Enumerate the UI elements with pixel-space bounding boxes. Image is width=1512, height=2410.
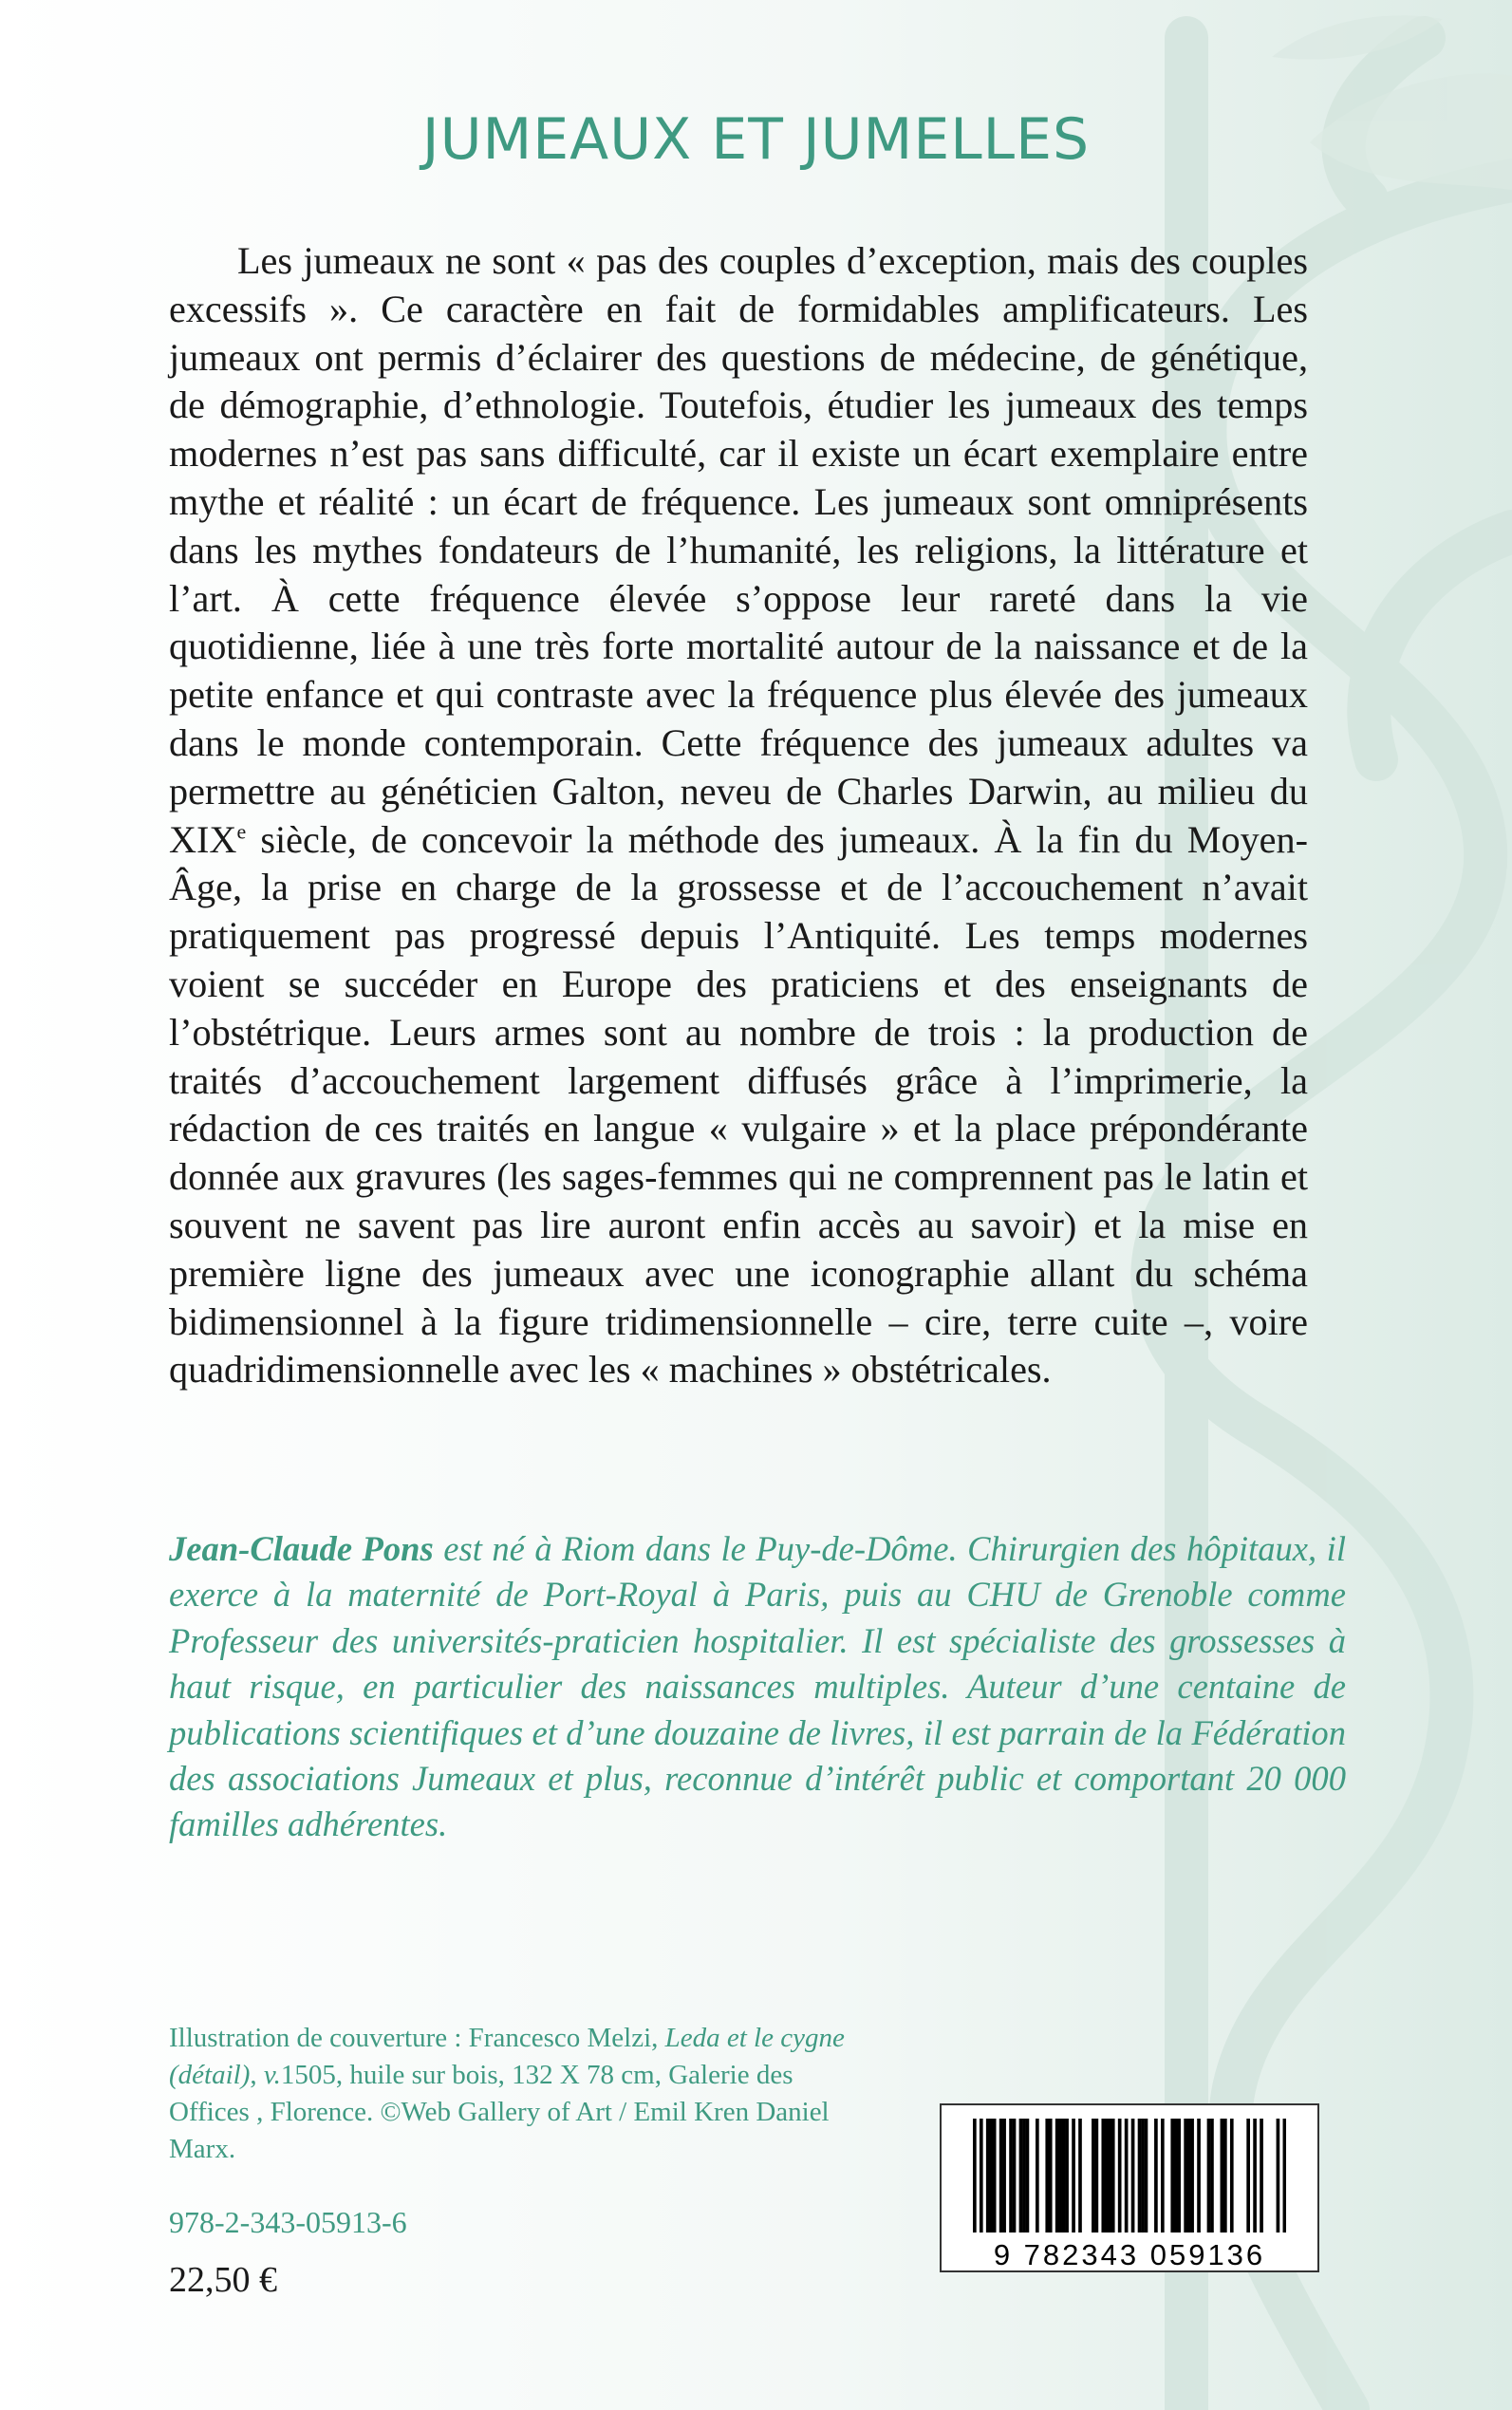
barcode-bar — [986, 2119, 990, 2233]
barcode-bar — [1118, 2119, 1122, 2233]
barcode-bar — [1045, 2119, 1049, 2233]
barcode-bar — [1026, 2119, 1030, 2233]
barcode-bar — [1161, 2119, 1165, 2233]
barcode-bar — [1065, 2119, 1069, 2233]
barcode-bar — [1072, 2119, 1075, 2233]
barcode-bar — [1174, 2119, 1178, 2233]
barcode-bar — [1207, 2119, 1211, 2233]
barcode-bar — [1184, 2119, 1187, 2233]
summary-text-part-2: siècle, de concevoir la méthode des jumeaux. À la fin du Moyen-Âge, la prise en charge de la grossesse et de l’accouchement n’avait pratiquement pas progressé depuis l’Antiquité. Les temps modernes voient se succéder en Europe des praticiens et des enseignants de l’obstétrique. Leurs armes sont au nombre de trois : la production de traités d’accouchement largement diffusés grâce à l’imprimerie, la rédaction de ces traités en langue « vulgaire » et la place prépondérante donnée aux gravures (les sages-femmes qui ne comprennent pas le latin et souvent ne savent pas lire auront enfin accès au savoir) et la mise en première ligne des jumeaux avec une iconographie allant du schéma bidimensionnel à la figure tridimensionnelle – cire, terre cuite –, voire quadridimensionnelle avec les « machines » obstétricales. — [169, 817, 1308, 1392]
summary-superscript: e — [236, 819, 247, 844]
barcode-bar — [1013, 2119, 1017, 2233]
barcode-bar — [993, 2119, 997, 2233]
barcode-bar — [1283, 2119, 1286, 2233]
barcode-bar — [1277, 2119, 1280, 2233]
barcode-bars — [973, 2119, 1286, 2236]
barcode-bar — [1154, 2119, 1158, 2233]
barcode-bar — [1092, 2119, 1095, 2233]
credits-comma: , — [250, 2060, 264, 2090]
barcode-bar — [1246, 2119, 1250, 2233]
barcode-bar — [1145, 2119, 1148, 2233]
barcode-bar — [1049, 2119, 1053, 2233]
isbn-number: 978-2-343-05913-6 — [169, 2205, 407, 2239]
barcode-bar — [1062, 2119, 1066, 2233]
cover-illustration-credits — [169, 2020, 852, 2168]
barcode-bar — [1002, 2119, 1006, 2233]
barcode-bar — [1125, 2119, 1129, 2233]
barcode-bar — [1095, 2119, 1099, 2233]
barcode-bar — [1055, 2119, 1059, 2233]
barcode-bar — [989, 2119, 993, 2233]
barcode-bar — [1230, 2119, 1234, 2233]
barcode-digits: 9 782343 059136 — [993, 2238, 1266, 2271]
book-title: JUMEAUX ET JUMELLES — [421, 106, 1091, 173]
barcode-bar — [1260, 2119, 1263, 2233]
barcode-bar — [1111, 2119, 1115, 2233]
barcode-bar — [999, 2119, 1003, 2233]
author-name: Jean-Claude Pons — [169, 1529, 434, 1568]
author-bio-text: est né à Riom dans le Puy-de-Dôme. Chirurgien des hôpitaux, il exerce à la maternité de Port-Royal à Paris, puis au CHU de Grenoble comme Professeur des universités-praticien hospitalier. Il est spécialiste des grossesses à haut risque, en particulier des naissances multiples. Auteur d’une centaine de publications scientifiques et d’une douzaine de livres, il est parrain de la Fédération des associations Jumeaux et plus, reconnue d’intérêt public et comportant 20 000 familles adhérentes. — [169, 1529, 1346, 1844]
barcode-bar — [1253, 2119, 1257, 2233]
barcode-bar — [1210, 2119, 1214, 2233]
barcode-bar — [1221, 2119, 1224, 2233]
barcode-bar — [980, 2119, 983, 2233]
barcode-bar — [1105, 2119, 1109, 2233]
barcode-bar — [1138, 2119, 1142, 2233]
barcode-bar — [1170, 2119, 1174, 2233]
barcode-bar — [1187, 2119, 1191, 2233]
credits-circa: v. — [263, 2060, 281, 2090]
barcode-bar — [1108, 2119, 1111, 2233]
author-biography — [169, 1526, 1346, 1848]
book-price: 22,50 € — [169, 2260, 277, 2300]
barcode-bar — [1058, 2119, 1062, 2233]
barcode-bar — [1019, 2119, 1023, 2233]
credits-details: 1505, huile sur bois, 132 X 78 cm, Galerie des Offices , Florence. ©Web Gallery of Art / Emil Kren Daniel Marx. — [169, 2060, 830, 2164]
barcode-bar — [1022, 2119, 1026, 2233]
barcode-bar — [1197, 2119, 1201, 2233]
barcode-bar — [1101, 2119, 1105, 2233]
barcode-bar — [1177, 2119, 1181, 2233]
summary-text-part-1: Les jumeaux ne sont « pas des couples d’exception, mais des couples excessifs ». Ce caractère en fait de formidables amplificateurs. Les jumeaux ont permis d’éclairer des questions de médecine, de génétique, de démographie, d’ethnologie. Toutefois, étudier les jumeaux des temps modernes n’est pas sans difficulté, car il existe un écart exemplaire entre mythe et réalité : un écart de fréquence. Les jumeaux sont omniprésents dans les mythes fondateurs de l’humanité, les religions, la littérature et l’art. À cette fréquence élevée s’oppose leur rareté dans la vie quotidienne, liée à une très forte mortalité autour de la naissance et de la petite enfance et qui contraste avec la fréquence plus élevée des jumeaux dans le monde contemporain. Cette fréquence des jumeaux adultes va permettre au généticien Galton, neveu de Charles Darwin, au milieu du XIX — [169, 239, 1308, 861]
book-summary — [169, 237, 1308, 1394]
barcode-bar — [1009, 2119, 1013, 2233]
barcode-bar — [1141, 2119, 1145, 2233]
barcode-bar — [1190, 2119, 1194, 2233]
barcode — [940, 2103, 1319, 2272]
barcode-bar — [1131, 2119, 1135, 2233]
credits-prefix: Illustration de couverture : Francesco Melzi, — [169, 2023, 665, 2053]
barcode-bar — [1036, 2119, 1039, 2233]
barcode-bar — [1078, 2119, 1082, 2233]
barcode-bar — [1223, 2119, 1227, 2233]
credits-work-title: Leda et le cygne (détail) — [169, 2023, 845, 2090]
barcode-bar — [973, 2119, 977, 2233]
